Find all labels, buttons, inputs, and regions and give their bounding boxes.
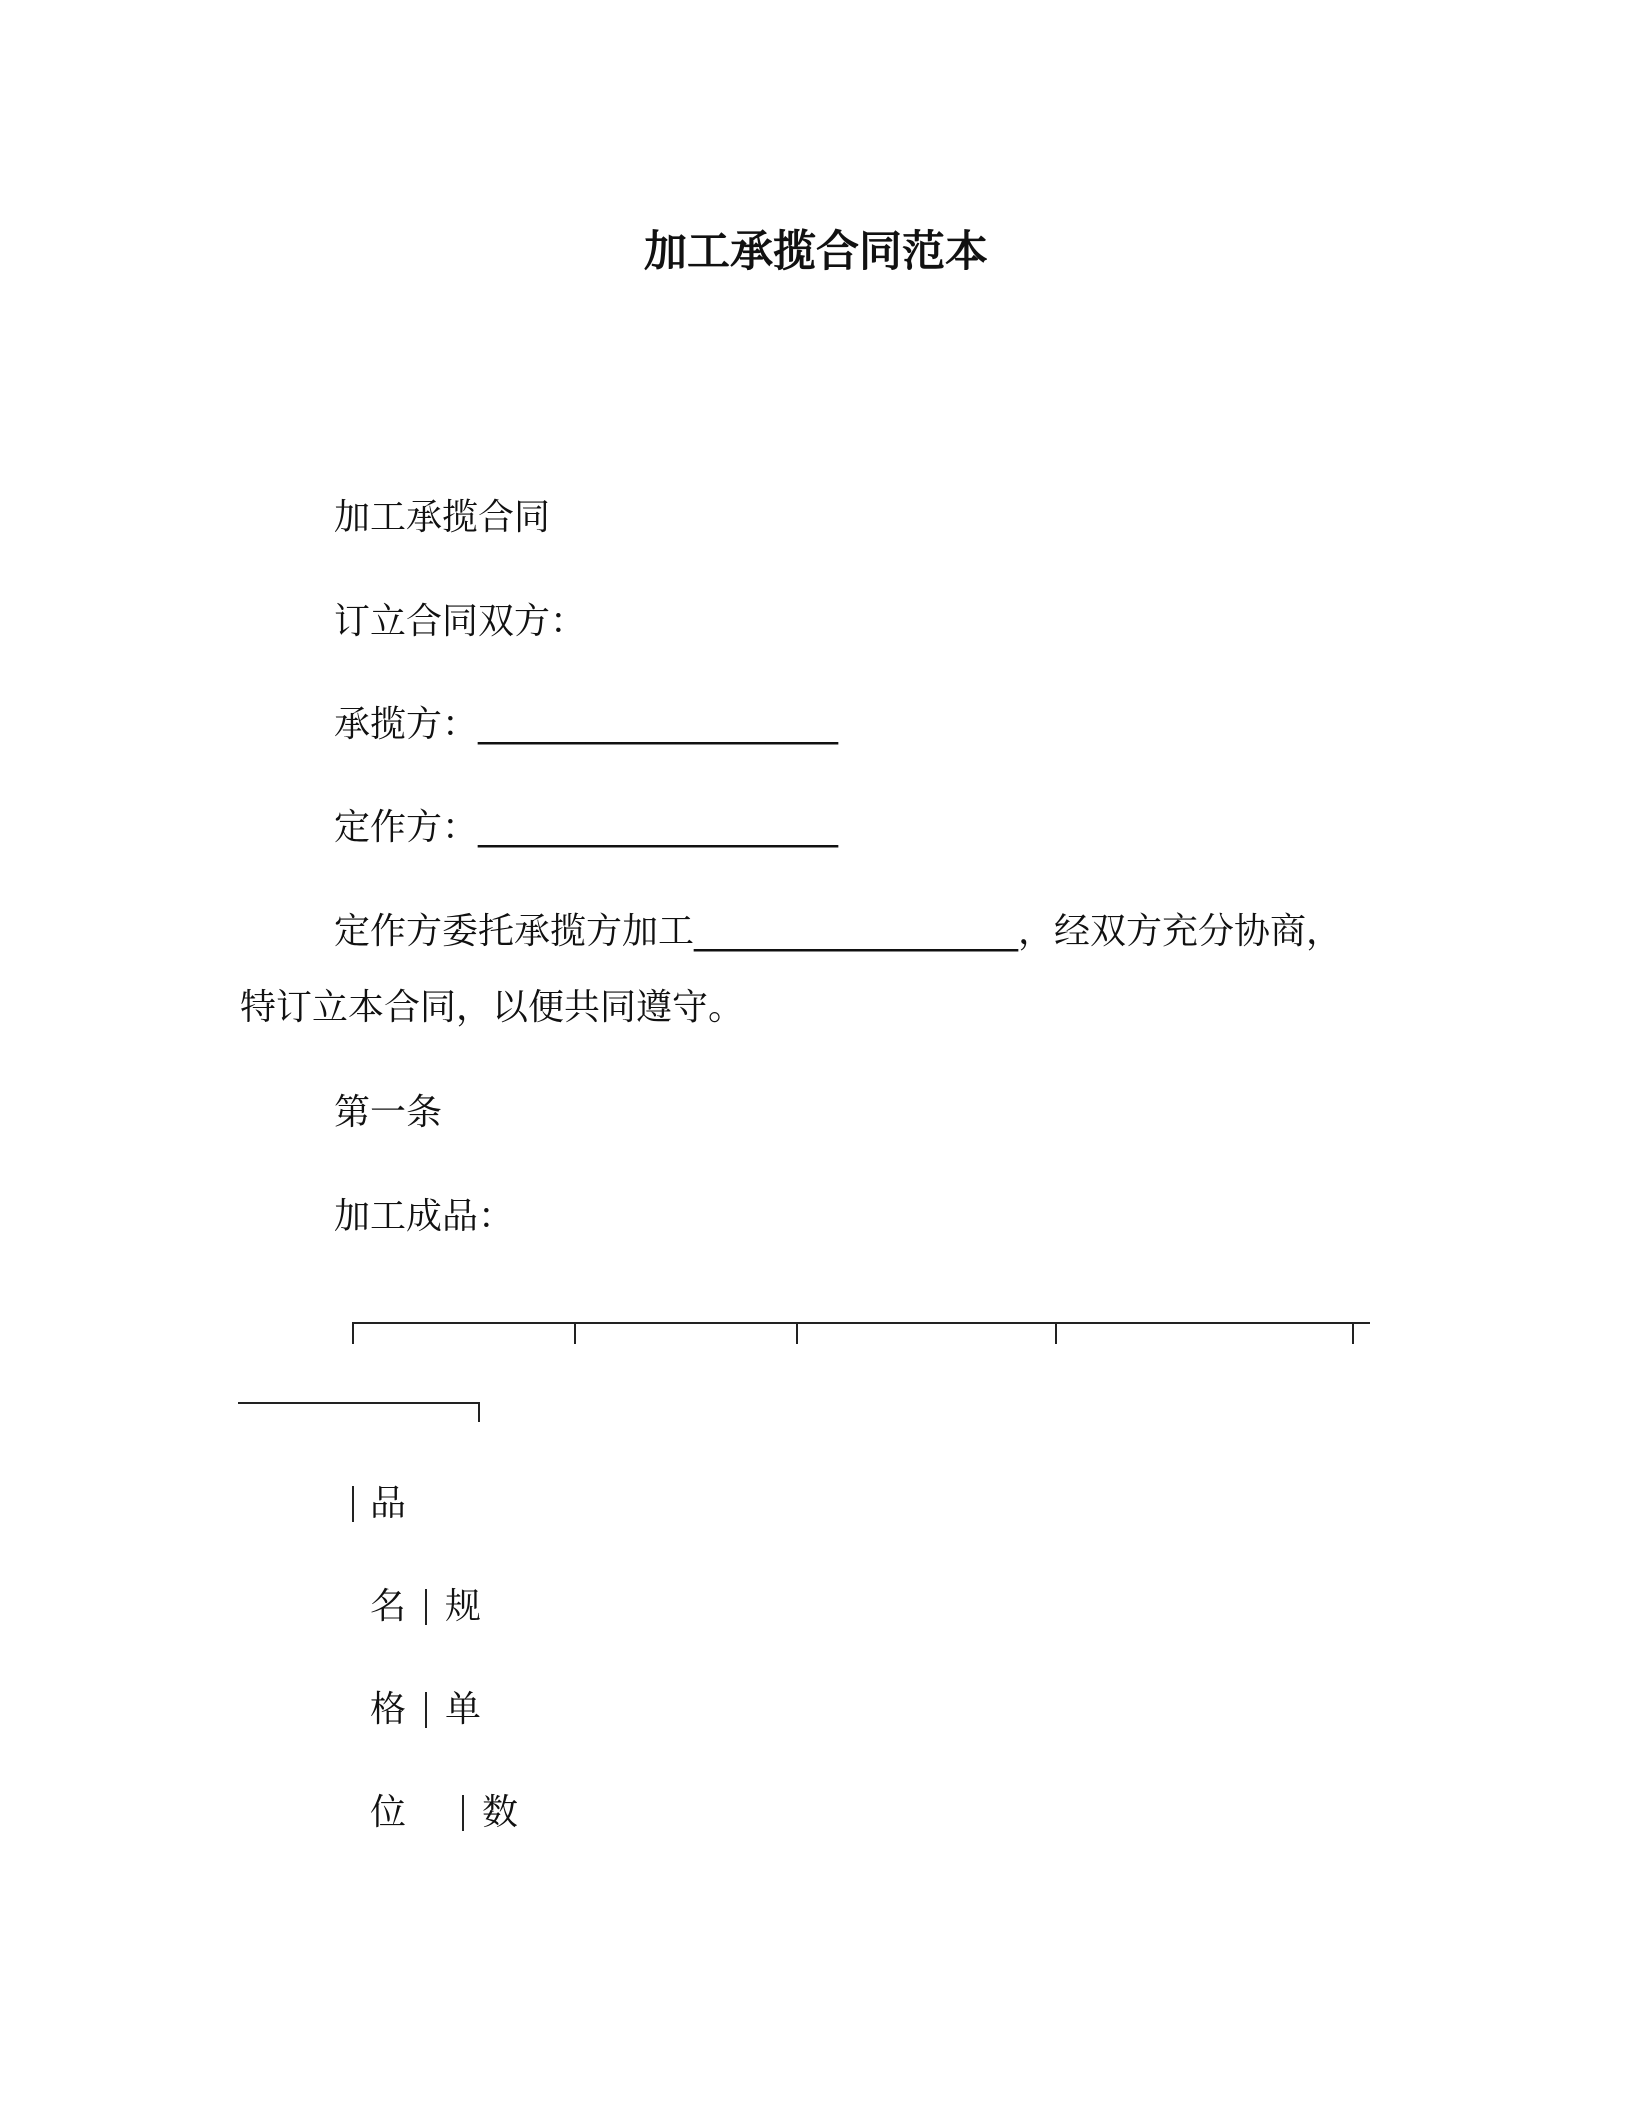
intro-paragraph-line-2: 特订立本合同，以便共同遵守。 [240, 987, 745, 1028]
table-header-char: 品 [370, 1483, 407, 1524]
table-cell-divider [425, 1692, 427, 1728]
client-field: 定作方：____________________ [334, 807, 839, 848]
table-top-border [352, 1322, 1370, 1324]
contractor-field: 承揽方：____________________ [334, 704, 839, 745]
article-1-label: 第一条 [334, 1092, 443, 1133]
table-header-char: 单 [445, 1689, 482, 1730]
table-column-tick [478, 1402, 480, 1422]
table-column-tick [1352, 1322, 1354, 1344]
table-header-char: 规 [445, 1586, 482, 1627]
document-title: 加工承揽合同范本 [644, 227, 988, 277]
table-cell-divider [462, 1795, 464, 1831]
table-column-tick [574, 1322, 576, 1344]
table-row-border [238, 1402, 480, 1404]
parties-label: 订立合同双方： [334, 601, 587, 642]
contract-heading: 加工承揽合同 [334, 497, 551, 538]
table-header-char: 数 [482, 1792, 519, 1833]
products-label: 加工成品： [334, 1196, 515, 1237]
table-header-char: 格 [370, 1689, 407, 1730]
table-cell-divider [425, 1589, 427, 1625]
table-column-tick [796, 1322, 798, 1344]
table-column-tick [1055, 1322, 1057, 1344]
table-header-char: 位 [370, 1792, 407, 1833]
table-header-char: 名 [370, 1586, 407, 1627]
table-cell-divider [352, 1486, 354, 1522]
table-column-tick [352, 1322, 354, 1344]
intro-paragraph-line-1: 定作方委托承揽方加工__________________，经双方充分协商， [334, 911, 1343, 952]
